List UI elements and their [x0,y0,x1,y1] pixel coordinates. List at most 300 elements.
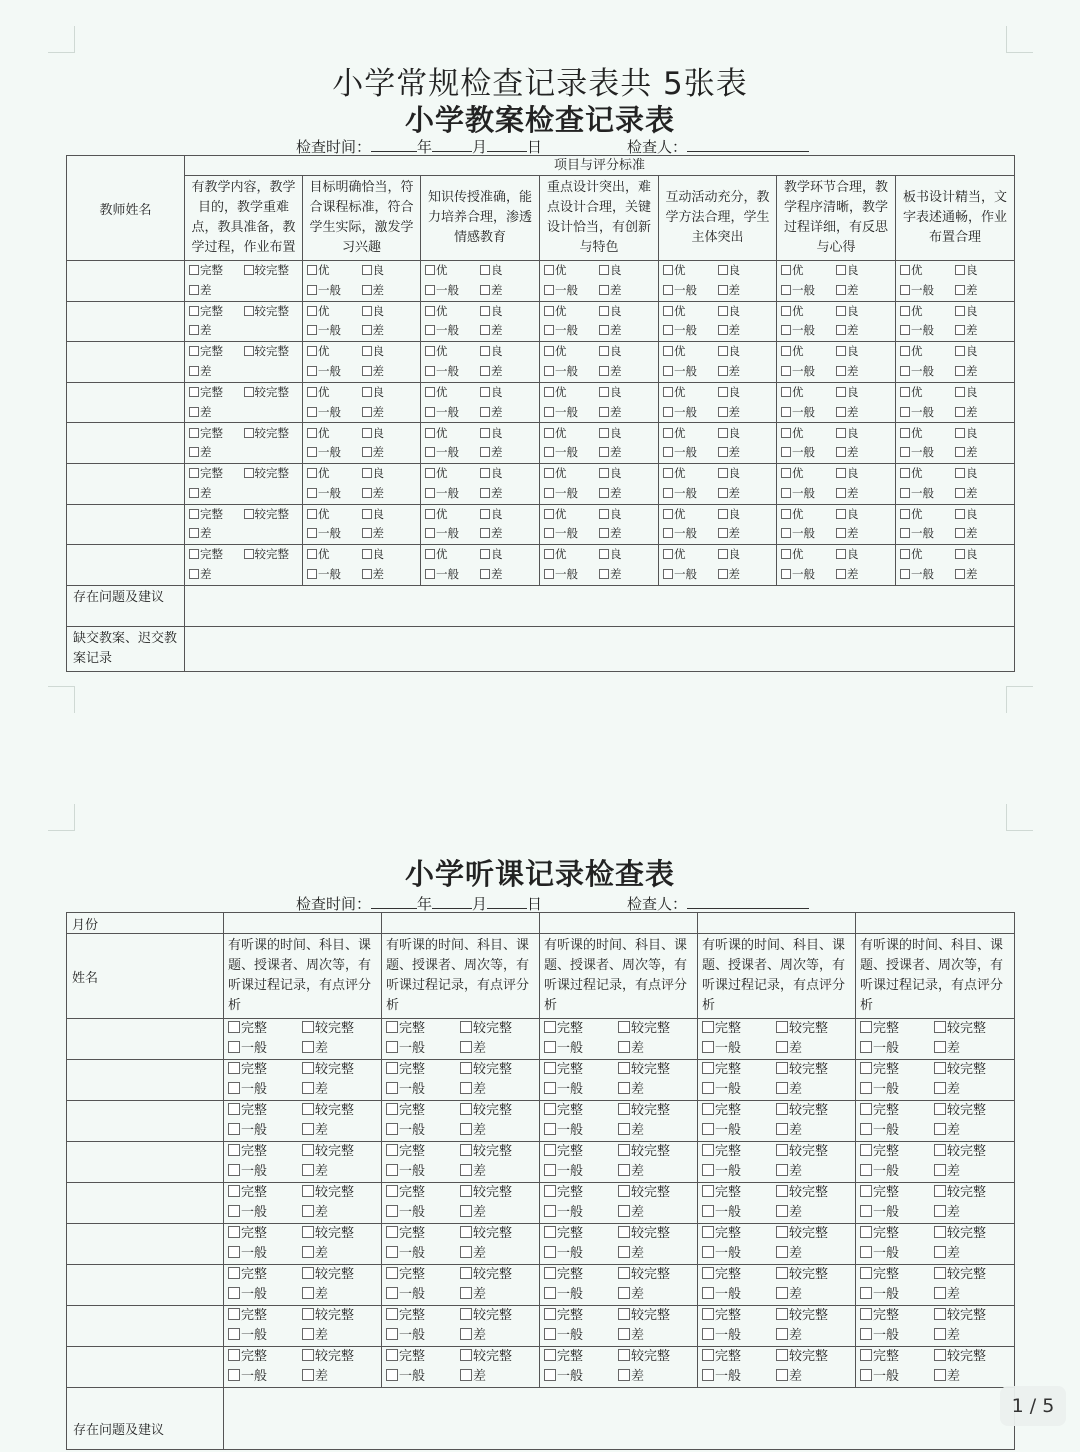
checkbox-icon[interactable] [386,1308,398,1320]
rating-option[interactable] [955,383,1010,403]
rating-option[interactable] [860,1347,934,1367]
rating-option[interactable] [189,464,244,484]
rating-option[interactable] [302,1347,377,1367]
rating-option[interactable] [718,321,773,341]
rating-option[interactable] [302,1121,377,1141]
rating-option[interactable] [228,1224,302,1244]
rating-option[interactable] [386,1101,460,1121]
checkbox-icon[interactable] [776,1328,788,1340]
rating-option[interactable] [425,321,480,341]
rating-option[interactable] [836,464,891,484]
checkbox-icon[interactable] [955,306,965,316]
rating-option[interactable] [189,383,244,403]
checkbox-icon[interactable] [599,509,609,519]
rating-option[interactable] [460,1306,535,1326]
checkbox-icon[interactable] [189,306,199,316]
checkbox-icon[interactable] [302,1144,314,1156]
checkbox-icon[interactable] [955,528,965,538]
checkbox-icon[interactable] [618,1041,630,1053]
checkbox-icon[interactable] [544,265,554,275]
checkbox-icon[interactable] [955,509,965,519]
rating-option[interactable] [544,1285,618,1305]
rating-option[interactable] [544,302,599,322]
checkbox-icon[interactable] [425,407,435,417]
checkbox-icon[interactable] [425,265,435,275]
rating-option[interactable] [228,1060,302,1080]
checkbox-icon[interactable] [228,1103,240,1115]
rating-option[interactable] [781,505,836,525]
rating-option[interactable] [955,565,1010,585]
rating-option[interactable] [718,362,773,382]
rating-option[interactable] [836,524,891,544]
rating-option[interactable] [425,524,480,544]
checkbox-icon[interactable] [244,428,254,438]
teacher-name-cell[interactable] [67,545,185,586]
checkbox-icon[interactable] [836,549,846,559]
checkbox-icon[interactable] [900,488,910,498]
checkbox-icon[interactable] [955,428,965,438]
checkbox-icon[interactable] [776,1041,788,1053]
rating-option[interactable] [663,565,718,585]
checkbox-icon[interactable] [189,325,199,335]
checkbox-icon[interactable] [544,1267,556,1279]
rating-option[interactable] [599,362,654,382]
rating-option[interactable] [189,342,244,362]
rating-option[interactable] [480,505,535,525]
checkbox-icon[interactable] [599,528,609,538]
rating-option[interactable] [386,1285,460,1305]
rating-option[interactable] [781,424,836,444]
name-cell[interactable] [67,1060,224,1101]
checkbox-icon[interactable] [718,528,728,538]
year-blank[interactable] [371,137,417,152]
rating-option[interactable] [836,403,891,423]
rating-option[interactable] [776,1244,851,1264]
checkbox-icon[interactable] [955,265,965,275]
rating-option[interactable] [244,424,299,444]
name-cell[interactable] [67,1101,224,1142]
rating-option[interactable] [480,565,535,585]
rating-option[interactable] [302,1203,377,1223]
rating-option[interactable] [425,362,480,382]
rating-option[interactable] [386,1183,460,1203]
rating-option[interactable] [836,565,891,585]
checkbox-icon[interactable] [544,1082,556,1094]
rating-option[interactable] [386,1224,460,1244]
rating-option[interactable] [900,281,955,301]
month-cell[interactable] [382,913,540,934]
checkbox-icon[interactable] [307,265,317,275]
checkbox-icon[interactable] [386,1062,398,1074]
rating-option[interactable] [618,1162,693,1182]
checkbox-icon[interactable] [544,1369,556,1381]
teacher-name-cell[interactable] [67,504,185,545]
rating-option[interactable] [718,545,773,565]
rating-option[interactable] [189,281,244,301]
checkbox-icon[interactable] [228,1185,240,1197]
rating-option[interactable] [544,424,599,444]
checkbox-icon[interactable] [460,1349,472,1361]
checkbox-icon[interactable] [362,509,372,519]
checkbox-icon[interactable] [307,428,317,438]
rating-option[interactable] [900,261,955,281]
rating-option[interactable] [955,424,1010,444]
checkbox-icon[interactable] [244,387,254,397]
rating-option[interactable] [718,464,773,484]
year-blank[interactable] [371,894,417,909]
checkbox-icon[interactable] [362,468,372,478]
rating-option[interactable] [836,302,891,322]
rating-option[interactable] [702,1060,776,1080]
checkbox-icon[interactable] [386,1021,398,1033]
rating-option[interactable] [362,403,417,423]
rating-option[interactable] [460,1347,535,1367]
rating-option[interactable] [836,383,891,403]
rating-option[interactable] [860,1101,934,1121]
rating-option[interactable] [460,1285,535,1305]
rating-option[interactable] [781,302,836,322]
rating-option[interactable] [599,302,654,322]
rating-option[interactable] [362,383,417,403]
rating-option[interactable] [599,321,654,341]
rating-option[interactable] [934,1080,1010,1100]
rating-option[interactable] [425,565,480,585]
rating-option[interactable] [228,1142,302,1162]
rating-option[interactable] [228,1326,302,1346]
checkbox-icon[interactable] [307,528,317,538]
checkbox-icon[interactable] [362,366,372,376]
rating-option[interactable] [189,484,244,504]
checkbox-icon[interactable] [544,1246,556,1258]
rating-option[interactable] [618,1285,693,1305]
name-cell[interactable] [67,1265,224,1306]
checkbox-icon[interactable] [781,366,791,376]
checkbox-icon[interactable] [544,1287,556,1299]
checkbox-icon[interactable] [836,488,846,498]
teacher-name-cell[interactable] [67,463,185,504]
rating-option[interactable] [362,321,417,341]
checkbox-icon[interactable] [860,1144,872,1156]
checkbox-icon[interactable] [618,1349,630,1361]
rating-option[interactable] [189,261,244,281]
rating-option[interactable] [302,1019,377,1039]
rating-option[interactable] [900,302,955,322]
checkbox-icon[interactable] [244,265,254,275]
checkbox-icon[interactable] [425,509,435,519]
checkbox-icon[interactable] [307,488,317,498]
rating-option[interactable] [618,1080,693,1100]
checkbox-icon[interactable] [900,509,910,519]
checkbox-icon[interactable] [781,265,791,275]
rating-option[interactable] [860,1080,934,1100]
rating-option[interactable] [776,1183,851,1203]
rating-option[interactable] [480,261,535,281]
rating-option[interactable] [702,1039,776,1059]
rating-option[interactable] [663,524,718,544]
rating-option[interactable] [228,1285,302,1305]
rating-option[interactable] [955,362,1010,382]
rating-option[interactable] [934,1265,1010,1285]
checkbox-icon[interactable] [362,387,372,397]
rating-option[interactable] [718,302,773,322]
rating-option[interactable] [307,464,362,484]
checkbox-icon[interactable] [618,1328,630,1340]
rating-option[interactable] [781,443,836,463]
rating-option[interactable] [781,403,836,423]
checkbox-icon[interactable] [618,1205,630,1217]
rating-option[interactable] [307,565,362,585]
checkbox-icon[interactable] [386,1205,398,1217]
checkbox-icon[interactable] [544,1205,556,1217]
rating-option[interactable] [934,1367,1010,1387]
rating-option[interactable] [781,484,836,504]
rating-option[interactable] [618,1347,693,1367]
checkbox-icon[interactable] [860,1123,872,1135]
checkbox-icon[interactable] [189,509,199,519]
rating-option[interactable] [663,302,718,322]
rating-option[interactable] [302,1224,377,1244]
rating-option[interactable] [544,1347,618,1367]
rating-option[interactable] [934,1183,1010,1203]
rating-option[interactable] [480,302,535,322]
checkbox-icon[interactable] [718,346,728,356]
rating-option[interactable] [307,362,362,382]
checkbox-icon[interactable] [228,1021,240,1033]
checkbox-icon[interactable] [718,468,728,478]
checkbox-icon[interactable] [618,1267,630,1279]
checkbox-icon[interactable] [460,1164,472,1176]
checkbox-icon[interactable] [599,265,609,275]
checkbox-icon[interactable] [544,1041,556,1053]
checkbox-icon[interactable] [702,1062,714,1074]
checkbox-icon[interactable] [934,1123,946,1135]
rating-option[interactable] [425,302,480,322]
rating-option[interactable] [386,1080,460,1100]
checkbox-icon[interactable] [599,325,609,335]
rating-option[interactable] [480,545,535,565]
checkbox-icon[interactable] [228,1041,240,1053]
checkbox-icon[interactable] [836,509,846,519]
rating-option[interactable] [544,1265,618,1285]
checkbox-icon[interactable] [860,1021,872,1033]
rating-option[interactable] [362,424,417,444]
rating-option[interactable] [544,1306,618,1326]
checkbox-icon[interactable] [955,447,965,457]
rating-option[interactable] [228,1265,302,1285]
rating-option[interactable] [702,1347,776,1367]
rating-option[interactable] [860,1265,934,1285]
checkbox-icon[interactable] [663,407,673,417]
checkbox-icon[interactable] [934,1164,946,1176]
rating-option[interactable] [663,321,718,341]
checkbox-icon[interactable] [244,509,254,519]
rating-option[interactable] [544,362,599,382]
checkbox-icon[interactable] [718,366,728,376]
checkbox-icon[interactable] [618,1246,630,1258]
rating-option[interactable] [228,1183,302,1203]
checkbox-icon[interactable] [900,428,910,438]
checkbox-icon[interactable] [228,1062,240,1074]
rating-option[interactable] [362,565,417,585]
rating-option[interactable] [189,524,244,544]
rating-option[interactable] [480,443,535,463]
checkbox-icon[interactable] [618,1369,630,1381]
checkbox-icon[interactable] [362,346,372,356]
rating-option[interactable] [544,1183,618,1203]
checkbox-icon[interactable] [934,1041,946,1053]
checkbox-icon[interactable] [934,1308,946,1320]
checkbox-icon[interactable] [860,1267,872,1279]
rating-option[interactable] [386,1019,460,1039]
rating-option[interactable] [900,545,955,565]
rating-option[interactable] [900,321,955,341]
checkbox-icon[interactable] [702,1287,714,1299]
rating-option[interactable] [781,362,836,382]
rating-option[interactable] [702,1306,776,1326]
rating-option[interactable] [302,1183,377,1203]
checkbox-icon[interactable] [934,1144,946,1156]
checkbox-icon[interactable] [544,1308,556,1320]
checkbox-icon[interactable] [362,428,372,438]
checkbox-icon[interactable] [776,1246,788,1258]
checkbox-icon[interactable] [386,1328,398,1340]
checkbox-icon[interactable] [900,528,910,538]
teacher-name-cell[interactable] [67,261,185,302]
rating-option[interactable] [189,403,244,423]
checkbox-icon[interactable] [460,1123,472,1135]
rating-option[interactable] [189,424,244,444]
rating-option[interactable] [386,1142,460,1162]
checkbox-icon[interactable] [781,509,791,519]
rating-option[interactable] [599,383,654,403]
checkbox-icon[interactable] [302,1164,314,1176]
checkbox-icon[interactable] [702,1205,714,1217]
rating-option[interactable] [599,443,654,463]
checkbox-icon[interactable] [425,346,435,356]
checkbox-icon[interactable] [718,325,728,335]
checkbox-icon[interactable] [460,1226,472,1238]
rating-option[interactable] [544,1121,618,1141]
rating-option[interactable] [781,545,836,565]
rating-option[interactable] [618,1121,693,1141]
checkbox-icon[interactable] [702,1185,714,1197]
rating-option[interactable] [776,1019,851,1039]
rating-option[interactable] [718,261,773,281]
checkbox-icon[interactable] [776,1021,788,1033]
checkbox-icon[interactable] [425,549,435,559]
rating-option[interactable] [228,1367,302,1387]
day-blank[interactable] [487,137,527,152]
rating-option[interactable] [544,1224,618,1244]
checkbox-icon[interactable] [544,1123,556,1135]
rating-option[interactable] [955,484,1010,504]
checkbox-icon[interactable] [860,1205,872,1217]
checkbox-icon[interactable] [544,407,554,417]
checkbox-icon[interactable] [307,387,317,397]
checkbox-icon[interactable] [860,1349,872,1361]
checkbox-icon[interactable] [302,1226,314,1238]
rating-option[interactable] [718,342,773,362]
day-blank[interactable] [487,894,527,909]
month-cell[interactable] [856,913,1015,934]
checkbox-icon[interactable] [718,488,728,498]
checkbox-icon[interactable] [781,488,791,498]
rating-option[interactable] [618,1244,693,1264]
checkbox-icon[interactable] [860,1185,872,1197]
checkbox-icon[interactable] [702,1021,714,1033]
checkbox-icon[interactable] [480,325,490,335]
rating-option[interactable] [702,1203,776,1223]
checkbox-icon[interactable] [663,509,673,519]
rating-option[interactable] [362,261,417,281]
rating-option[interactable] [663,342,718,362]
month-cell[interactable] [540,913,698,934]
checkbox-icon[interactable] [425,528,435,538]
checkbox-icon[interactable] [900,407,910,417]
rating-option[interactable] [860,1244,934,1264]
month-cell[interactable] [698,913,856,934]
rating-option[interactable] [544,321,599,341]
rating-option[interactable] [307,443,362,463]
checkbox-icon[interactable] [386,1123,398,1135]
rating-option[interactable] [836,281,891,301]
rating-option[interactable] [900,524,955,544]
checkbox-icon[interactable] [302,1123,314,1135]
checkbox-icon[interactable] [302,1041,314,1053]
checkbox-icon[interactable] [776,1349,788,1361]
rating-option[interactable] [480,424,535,444]
checkbox-icon[interactable] [544,366,554,376]
checkbox-icon[interactable] [955,549,965,559]
checkbox-icon[interactable] [189,528,199,538]
checkbox-icon[interactable] [934,1369,946,1381]
checkbox-icon[interactable] [460,1246,472,1258]
rating-option[interactable] [776,1142,851,1162]
rating-option[interactable] [544,1244,618,1264]
checkbox-icon[interactable] [836,285,846,295]
rating-option[interactable] [702,1224,776,1244]
checkbox-icon[interactable] [836,387,846,397]
checkbox-icon[interactable] [425,488,435,498]
checkbox-icon[interactable] [860,1226,872,1238]
checkbox-icon[interactable] [228,1226,240,1238]
rating-option[interactable] [228,1162,302,1182]
checkbox-icon[interactable] [618,1185,630,1197]
rating-option[interactable] [599,403,654,423]
checkbox-icon[interactable] [386,1185,398,1197]
checkbox-icon[interactable] [702,1082,714,1094]
name-cell[interactable] [67,1224,224,1265]
rating-option[interactable] [302,1039,377,1059]
rating-option[interactable] [386,1162,460,1182]
rating-option[interactable] [860,1183,934,1203]
checkbox-icon[interactable] [362,569,372,579]
checkbox-icon[interactable] [307,447,317,457]
rating-option[interactable] [599,424,654,444]
checkbox-icon[interactable] [544,569,554,579]
rating-option[interactable] [228,1203,302,1223]
rating-option[interactable] [860,1367,934,1387]
checkbox-icon[interactable] [900,387,910,397]
checkbox-icon[interactable] [460,1308,472,1320]
checkbox-icon[interactable] [934,1103,946,1115]
rating-option[interactable] [544,1060,618,1080]
checkbox-icon[interactable] [302,1103,314,1115]
rating-option[interactable] [702,1326,776,1346]
rating-option[interactable] [934,1224,1010,1244]
checkbox-icon[interactable] [776,1082,788,1094]
checkbox-icon[interactable] [544,1021,556,1033]
